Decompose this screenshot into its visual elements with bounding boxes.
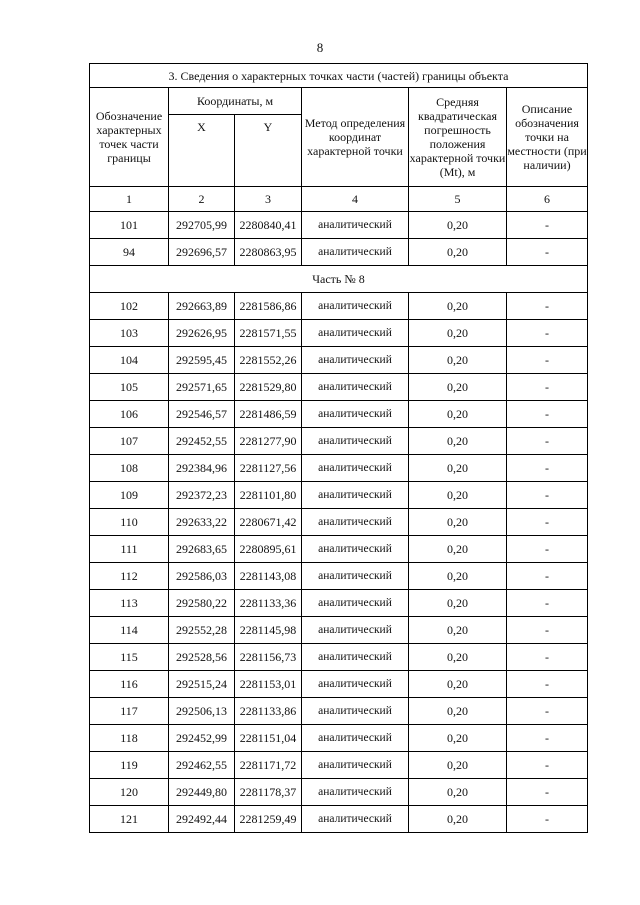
cell-point: 104 [90,347,169,374]
column-number: 3 [235,187,302,212]
cell-method: аналитический [302,455,409,482]
header-error: Средняя квадратическая погрешность положения характерной точки (Mt), м [409,88,507,187]
cell-method: аналитический [302,239,409,266]
column-numbers-row [90,187,588,212]
cell-error: 0,20 [409,752,507,779]
header-y: Y [235,115,302,187]
table-row [90,644,588,671]
cell-error: 0,20 [409,806,507,833]
cell-method: аналитический [302,320,409,347]
table-row [90,509,588,536]
cell-y: 2281178,37 [235,779,302,806]
header-description: Описание обозначения точки на местности (при наличии) [507,88,588,187]
cell-point: 102 [90,293,169,320]
part-row [90,266,588,293]
table-row [90,563,588,590]
cell-point: 117 [90,698,169,725]
cell-x: 292452,99 [169,725,235,752]
cell-x: 292462,55 [169,752,235,779]
cell-error: 0,20 [409,617,507,644]
cell-method: аналитический [302,752,409,779]
cell-description: - [507,671,588,698]
cell-point: 116 [90,671,169,698]
cell-error: 0,20 [409,347,507,374]
cell-x: 292633,22 [169,509,235,536]
cell-description: - [507,590,588,617]
cell-method: аналитический [302,671,409,698]
cell-point: 107 [90,428,169,455]
table-row [90,806,588,833]
cell-error: 0,20 [409,401,507,428]
cell-method: аналитический [302,347,409,374]
cell-method: аналитический [302,644,409,671]
part-label: Часть № 8 [90,266,588,293]
cell-error: 0,20 [409,320,507,347]
cell-error: 0,20 [409,698,507,725]
cell-method: аналитический [302,779,409,806]
cell-point: 120 [90,779,169,806]
cell-description: - [507,374,588,401]
cell-point: 105 [90,374,169,401]
cell-description: - [507,347,588,374]
cell-method: аналитический [302,212,409,239]
cell-error: 0,20 [409,455,507,482]
table-row [90,752,588,779]
cell-x: 292595,45 [169,347,235,374]
cell-x: 292683,65 [169,536,235,563]
cell-method: аналитический [302,617,409,644]
cell-y: 2281143,08 [235,563,302,590]
cell-method: аналитический [302,536,409,563]
header-x: X [169,115,235,187]
table-row [90,320,588,347]
cell-y: 2281486,59 [235,401,302,428]
cell-error: 0,20 [409,590,507,617]
cell-description: - [507,239,588,266]
cell-method: аналитический [302,293,409,320]
cell-method: аналитический [302,563,409,590]
table-row [90,671,588,698]
cell-description: - [507,725,588,752]
cell-x: 292586,03 [169,563,235,590]
cell-error: 0,20 [409,563,507,590]
table-row [90,725,588,752]
cell-x: 292705,99 [169,212,235,239]
cell-error: 0,20 [409,725,507,752]
cell-x: 292506,13 [169,698,235,725]
cell-description: - [507,509,588,536]
cell-error: 0,20 [409,293,507,320]
cell-y: 2281153,01 [235,671,302,698]
cell-point: 121 [90,806,169,833]
cell-method: аналитический [302,806,409,833]
table-row [90,239,588,266]
column-number: 6 [507,187,588,212]
cell-method: аналитический [302,428,409,455]
cell-x: 292528,56 [169,644,235,671]
cell-error: 0,20 [409,671,507,698]
cell-method: аналитический [302,698,409,725]
cell-y: 2281133,36 [235,590,302,617]
table-row [90,536,588,563]
cell-description: - [507,779,588,806]
cell-method: аналитический [302,401,409,428]
cell-y: 2281156,73 [235,644,302,671]
table-row [90,428,588,455]
cell-point: 101 [90,212,169,239]
cell-description: - [507,644,588,671]
cell-description: - [507,698,588,725]
column-number: 5 [409,187,507,212]
table-row [90,455,588,482]
cell-description: - [507,428,588,455]
cell-method: аналитический [302,482,409,509]
characteristic-points-table [89,63,588,833]
header-method: Метод определения координат характерной точки [302,88,409,187]
cell-description: - [507,401,588,428]
cell-x: 292449,80 [169,779,235,806]
cell-y: 2281145,98 [235,617,302,644]
column-number: 4 [302,187,409,212]
cell-y: 2281101,80 [235,482,302,509]
page-number: 8 [316,40,324,55]
table-row [90,374,588,401]
cell-description: - [507,806,588,833]
cell-y: 2281171,72 [235,752,302,779]
cell-description: - [507,563,588,590]
cell-x: 292384,96 [169,455,235,482]
cell-point: 119 [90,752,169,779]
cell-description: - [507,617,588,644]
table-row [90,779,588,806]
cell-y: 2281571,55 [235,320,302,347]
cell-x: 292546,57 [169,401,235,428]
cell-description: - [507,482,588,509]
cell-y: 2280863,95 [235,239,302,266]
cell-x: 292552,28 [169,617,235,644]
table-row [90,212,588,239]
cell-description: - [507,320,588,347]
cell-y: 2281259,49 [235,806,302,833]
cell-x: 292626,95 [169,320,235,347]
table-row [90,482,588,509]
cell-y: 2280671,42 [235,509,302,536]
cell-error: 0,20 [409,644,507,671]
cell-error: 0,20 [409,779,507,806]
cell-x: 292580,22 [169,590,235,617]
cell-description: - [507,752,588,779]
cell-x: 292515,24 [169,671,235,698]
cell-point: 108 [90,455,169,482]
section-title: 3. Сведения о характерных точках части (частей) границы объекта [90,64,588,88]
cell-description: - [507,212,588,239]
cell-y: 2281277,90 [235,428,302,455]
cell-point: 118 [90,725,169,752]
cell-point: 94 [90,239,169,266]
cell-error: 0,20 [409,428,507,455]
cell-y: 2281127,56 [235,455,302,482]
cell-method: аналитический [302,590,409,617]
cell-y: 2280840,41 [235,212,302,239]
cell-point: 114 [90,617,169,644]
cell-description: - [507,455,588,482]
cell-y: 2281552,26 [235,347,302,374]
table-row [90,590,588,617]
cell-y: 2281133,86 [235,698,302,725]
cell-point: 115 [90,644,169,671]
cell-point: 113 [90,590,169,617]
cell-point: 109 [90,482,169,509]
cell-error: 0,20 [409,509,507,536]
cell-x: 292452,55 [169,428,235,455]
cell-point: 110 [90,509,169,536]
cell-method: аналитический [302,509,409,536]
header-coordinates: Координаты, м [169,88,302,115]
column-number: 1 [90,187,169,212]
cell-error: 0,20 [409,239,507,266]
cell-point: 106 [90,401,169,428]
cell-x: 292696,57 [169,239,235,266]
cell-point: 112 [90,563,169,590]
cell-method: аналитический [302,725,409,752]
cell-x: 292571,65 [169,374,235,401]
cell-y: 2280895,61 [235,536,302,563]
cell-y: 2281529,80 [235,374,302,401]
table-row [90,698,588,725]
table-row [90,347,588,374]
table-row [90,401,588,428]
cell-description: - [507,293,588,320]
cell-point: 111 [90,536,169,563]
cell-error: 0,20 [409,212,507,239]
cell-description: - [507,536,588,563]
cell-method: аналитический [302,374,409,401]
cell-x: 292372,23 [169,482,235,509]
cell-error: 0,20 [409,482,507,509]
column-number: 2 [169,187,235,212]
cell-y: 2281151,04 [235,725,302,752]
table-row [90,293,588,320]
cell-x: 292492,44 [169,806,235,833]
cell-error: 0,20 [409,374,507,401]
cell-y: 2281586,86 [235,293,302,320]
table-row [90,617,588,644]
cell-point: 103 [90,320,169,347]
cell-error: 0,20 [409,536,507,563]
cell-x: 292663,89 [169,293,235,320]
header-point-designation: Обозначение характерных точек части границы [90,88,169,187]
